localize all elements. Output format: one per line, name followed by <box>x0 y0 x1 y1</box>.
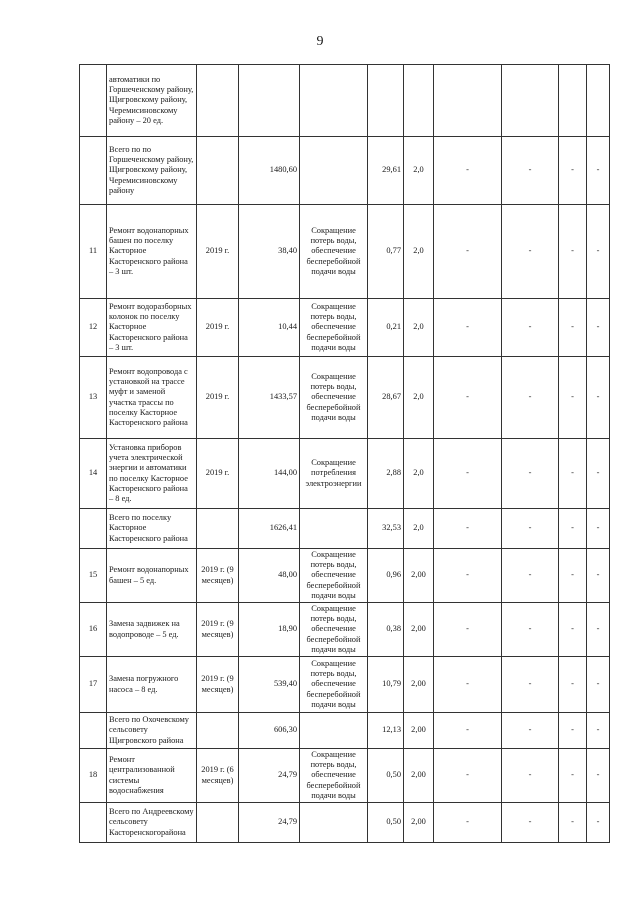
item-col-8: - <box>434 603 502 657</box>
item-effect: Сокращение потерь воды, обеспечение бесперебойной подачи воды <box>300 749 368 803</box>
item-effect: Сокращение потерь воды, обеспечение бесперебойной подачи воды <box>300 357 368 439</box>
item-name: Ремонт водонапорных башен по поселку Касторное Касторенского района – 3 шт. <box>107 205 197 299</box>
item-ratio: 2,00 <box>404 749 434 803</box>
row-number: 14 <box>80 439 107 509</box>
item-name: Ремонт водоразборных колонок по поселку Касторное Касторенского района – 3 шт. <box>107 299 197 357</box>
item-cost <box>239 65 300 137</box>
item-col-9: - <box>502 137 559 205</box>
table-row <box>80 749 610 803</box>
item-col-8: - <box>434 299 502 357</box>
item-effect <box>300 713 368 749</box>
item-col-9: - <box>502 549 559 603</box>
item-col-9: - <box>502 205 559 299</box>
item-effect <box>300 137 368 205</box>
item-col-8: - <box>434 137 502 205</box>
item-cost: 144,00 <box>239 439 300 509</box>
item-col-10 <box>559 65 587 137</box>
item-col-9: - <box>502 299 559 357</box>
item-ratio: 2,00 <box>404 803 434 843</box>
item-name: Замена задвижек на водопроводе – 5 ед. <box>107 603 197 657</box>
row-number: 15 <box>80 549 107 603</box>
item-year: 2019 г. <box>197 299 239 357</box>
item-col-11: - <box>587 137 610 205</box>
item-value: 0,38 <box>368 603 404 657</box>
row-number <box>80 713 107 749</box>
item-col-10: - <box>559 509 587 549</box>
row-number: 16 <box>80 603 107 657</box>
item-year: 2019 г. (9 месяцев) <box>197 657 239 713</box>
item-col-8: - <box>434 749 502 803</box>
item-ratio <box>404 65 434 137</box>
item-name: Замена погружного насоса – 8 ед. <box>107 657 197 713</box>
table-row <box>80 657 610 713</box>
item-col-9 <box>502 65 559 137</box>
item-col-11: - <box>587 603 610 657</box>
table-row <box>80 205 610 299</box>
row-number <box>80 65 107 137</box>
item-effect: Сокращение потерь воды, обеспечение бесперебойной подачи воды <box>300 657 368 713</box>
item-name: автоматики по Горшеченскому району, Щигровскому району, Черемисиновскому району – 20 ед. <box>107 65 197 137</box>
item-col-9: - <box>502 749 559 803</box>
item-value: 0,21 <box>368 299 404 357</box>
item-col-8: - <box>434 713 502 749</box>
item-col-8: - <box>434 439 502 509</box>
item-name: Всего по по Горшеченскому району, Щигровскому району, Черемисиновскому району <box>107 137 197 205</box>
item-ratio: 2,00 <box>404 713 434 749</box>
table-row <box>80 299 610 357</box>
item-ratio: 2,0 <box>404 299 434 357</box>
item-value: 2,88 <box>368 439 404 509</box>
item-cost: 24,79 <box>239 749 300 803</box>
item-col-10: - <box>559 749 587 803</box>
item-col-9: - <box>502 603 559 657</box>
item-cost: 539,40 <box>239 657 300 713</box>
item-ratio: 2,00 <box>404 603 434 657</box>
item-cost: 1480,60 <box>239 137 300 205</box>
table-row <box>80 713 610 749</box>
item-col-10: - <box>559 205 587 299</box>
item-value: 0,50 <box>368 749 404 803</box>
item-col-10: - <box>559 603 587 657</box>
item-col-9: - <box>502 439 559 509</box>
item-col-11: - <box>587 803 610 843</box>
table-row <box>80 65 610 137</box>
item-col-10: - <box>559 803 587 843</box>
measures-table <box>79 64 610 843</box>
item-col-10: - <box>559 137 587 205</box>
item-col-8: - <box>434 357 502 439</box>
item-effect: Сокращение потерь воды, обеспечение бесперебойной подачи воды <box>300 205 368 299</box>
item-year <box>197 803 239 843</box>
item-effect <box>300 65 368 137</box>
item-col-10: - <box>559 657 587 713</box>
item-col-9: - <box>502 713 559 749</box>
item-col-8: - <box>434 205 502 299</box>
item-name: Всего по Охочевскому сельсовету Щигровского района <box>107 713 197 749</box>
item-col-8 <box>434 65 502 137</box>
item-ratio: 2,0 <box>404 439 434 509</box>
item-col-10: - <box>559 549 587 603</box>
item-col-10: - <box>559 439 587 509</box>
item-year: 2019 г. <box>197 439 239 509</box>
table-body <box>80 65 610 843</box>
table-row <box>80 509 610 549</box>
item-col-8: - <box>434 509 502 549</box>
item-col-11: - <box>587 509 610 549</box>
item-value: 0,96 <box>368 549 404 603</box>
row-number <box>80 137 107 205</box>
item-ratio: 2,00 <box>404 549 434 603</box>
item-effect: Сокращение потерь воды, обеспечение бесперебойной подачи воды <box>300 299 368 357</box>
item-value <box>368 65 404 137</box>
item-year <box>197 137 239 205</box>
item-name: Ремонт водонапорных башен – 5 ед. <box>107 549 197 603</box>
table-row <box>80 137 610 205</box>
item-col-9: - <box>502 509 559 549</box>
item-ratio: 2,0 <box>404 509 434 549</box>
item-col-9: - <box>502 657 559 713</box>
row-number <box>80 803 107 843</box>
item-value: 12,13 <box>368 713 404 749</box>
item-col-11: - <box>587 713 610 749</box>
item-effect <box>300 803 368 843</box>
item-col-11 <box>587 65 610 137</box>
item-col-10: - <box>559 299 587 357</box>
item-value: 28,67 <box>368 357 404 439</box>
item-col-11: - <box>587 657 610 713</box>
table-row <box>80 439 610 509</box>
item-col-11: - <box>587 549 610 603</box>
item-value: 10,79 <box>368 657 404 713</box>
item-ratio: 2,0 <box>404 137 434 205</box>
row-number: 17 <box>80 657 107 713</box>
item-year: 2019 г. <box>197 357 239 439</box>
item-year <box>197 713 239 749</box>
item-cost: 10,44 <box>239 299 300 357</box>
page-number: 9 <box>316 34 324 49</box>
item-effect: Сокращение потерь воды, обеспечение бесперебойной подачи воды <box>300 603 368 657</box>
item-name: Всего по Андреевскому сельсовету Касторенскогорайона <box>107 803 197 843</box>
item-cost: 38,40 <box>239 205 300 299</box>
item-cost: 1433,57 <box>239 357 300 439</box>
item-year <box>197 65 239 137</box>
item-col-8: - <box>434 803 502 843</box>
item-cost: 24,79 <box>239 803 300 843</box>
item-name: Ремонт централизованной системы водоснабжения <box>107 749 197 803</box>
item-effect <box>300 509 368 549</box>
item-name: Ремонт водопровода с установкой на трассе муфт и заменой участка трассы по поселку Касторное Касторенского района <box>107 357 197 439</box>
table-row <box>80 357 610 439</box>
item-ratio: 2,0 <box>404 357 434 439</box>
item-col-10: - <box>559 713 587 749</box>
item-value: 29,61 <box>368 137 404 205</box>
item-cost: 1626,41 <box>239 509 300 549</box>
item-year: 2019 г. <box>197 205 239 299</box>
item-year: 2019 г. (6 месяцев) <box>197 749 239 803</box>
item-value: 0,77 <box>368 205 404 299</box>
item-value: 32,53 <box>368 509 404 549</box>
table-row <box>80 803 610 843</box>
row-number: 18 <box>80 749 107 803</box>
item-year: 2019 г. (9 месяцев) <box>197 603 239 657</box>
item-value: 0,50 <box>368 803 404 843</box>
item-col-9: - <box>502 357 559 439</box>
item-col-11: - <box>587 439 610 509</box>
item-year: 2019 г. (9 месяцев) <box>197 549 239 603</box>
item-effect: Сокращение потерь воды, обеспечение бесперебойной подачи воды <box>300 549 368 603</box>
item-col-10: - <box>559 357 587 439</box>
item-col-8: - <box>434 549 502 603</box>
item-col-9: - <box>502 803 559 843</box>
item-col-11: - <box>587 357 610 439</box>
item-name: Всего по поселку Касторное Касторенского района <box>107 509 197 549</box>
table-row <box>80 603 610 657</box>
item-effect: Сокращение потребления электроэнергии <box>300 439 368 509</box>
item-col-11: - <box>587 205 610 299</box>
row-number: 12 <box>80 299 107 357</box>
item-ratio: 2,00 <box>404 657 434 713</box>
item-ratio: 2,0 <box>404 205 434 299</box>
item-name: Установка приборов учета электрической энергии и автоматики по поселку Касторное Касторенского района – 8 ед. <box>107 439 197 509</box>
item-cost: 606,30 <box>239 713 300 749</box>
row-number: 11 <box>80 205 107 299</box>
table-row <box>80 549 610 603</box>
item-col-8: - <box>434 657 502 713</box>
item-cost: 48,00 <box>239 549 300 603</box>
item-col-11: - <box>587 749 610 803</box>
item-cost: 18,90 <box>239 603 300 657</box>
row-number <box>80 509 107 549</box>
item-year <box>197 509 239 549</box>
item-col-11: - <box>587 299 610 357</box>
row-number: 13 <box>80 357 107 439</box>
